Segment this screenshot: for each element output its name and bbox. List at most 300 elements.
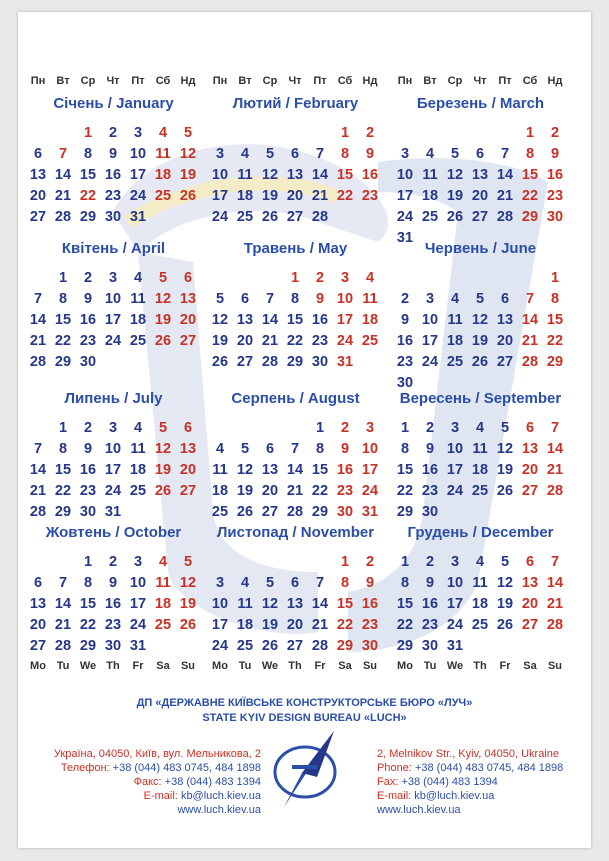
en-weekday-6: Sa — [523, 660, 537, 672]
day-cell: 12 — [446, 167, 464, 183]
day-cell: 7 — [315, 575, 325, 591]
day-cell: 21 — [54, 188, 72, 204]
en-weekday-2: Tu — [423, 660, 437, 672]
day-cell: 7 — [290, 441, 300, 457]
day-cell: 3 — [425, 291, 435, 307]
day-cell: 25 — [129, 333, 147, 349]
day-cell: 4 — [215, 441, 225, 457]
day-cell: 27 — [496, 354, 514, 370]
day-cell: 21 — [311, 617, 329, 633]
day-cell: 4 — [475, 554, 485, 570]
email-link-ua[interactable]: kb@luch.kiev.ua — [180, 790, 261, 802]
email-label-en: E-mail: — [377, 790, 412, 802]
day-cell: 31 — [104, 504, 122, 520]
day-cell: 24 — [336, 333, 354, 349]
day-cell: 1 — [315, 420, 325, 436]
day-cell: 21 — [546, 596, 564, 612]
en-weekday-5: Fr — [132, 660, 144, 672]
day-cell: 19 — [261, 188, 279, 204]
day-cell: 28 — [29, 504, 47, 520]
day-cell: 28 — [311, 209, 329, 225]
day-cell: 22 — [79, 188, 97, 204]
day-cell: 4 — [133, 420, 143, 436]
day-cell: 4 — [240, 575, 250, 591]
day-cell: 28 — [286, 504, 304, 520]
day-cell: 26 — [154, 483, 172, 499]
day-cell: 19 — [236, 483, 254, 499]
day-cell: 3 — [340, 270, 350, 286]
month-title: Лютий / February — [232, 95, 359, 112]
day-cell: 25 — [446, 354, 464, 370]
day-cell: 22 — [546, 333, 564, 349]
day-cell: 20 — [29, 617, 47, 633]
day-cell: 29 — [396, 504, 414, 520]
day-cell: 10 — [129, 575, 147, 591]
day-cell: 17 — [211, 617, 229, 633]
day-cell: 14 — [29, 312, 47, 328]
day-cell: 20 — [521, 462, 539, 478]
day-cell: 11 — [472, 575, 488, 591]
day-cell: 18 — [129, 462, 147, 478]
day-cell: 9 — [400, 312, 410, 328]
day-cell: 18 — [421, 188, 439, 204]
day-cell: 24 — [361, 483, 379, 499]
day-cell: 31 — [446, 638, 464, 654]
ua-weekday-5: Пт — [131, 75, 145, 87]
day-cell: 4 — [240, 146, 250, 162]
day-cell: 5 — [475, 291, 485, 307]
day-cell: 29 — [336, 638, 354, 654]
day-cell: 20 — [286, 188, 304, 204]
day-cell: 15 — [521, 167, 539, 183]
day-cell: 12 — [496, 441, 514, 457]
day-cell: 8 — [83, 575, 93, 591]
day-cell: 1 — [550, 270, 560, 286]
day-cell: 3 — [215, 146, 225, 162]
day-cell: 2 — [400, 291, 410, 307]
ua-weekday-7: Нд — [180, 75, 196, 87]
day-cell: 23 — [361, 188, 379, 204]
day-cell: 14 — [54, 167, 72, 183]
phone-label-en: Phone: — [377, 762, 412, 774]
day-cell: 22 — [311, 483, 329, 499]
day-cell: 18 — [446, 333, 464, 349]
day-cell: 31 — [129, 638, 147, 654]
day-cell: 9 — [425, 575, 435, 591]
day-cell: 5 — [265, 575, 275, 591]
luch-logo-icon — [272, 727, 342, 812]
day-cell: 8 — [400, 441, 410, 457]
day-cell: 11 — [422, 167, 438, 183]
day-cell: 26 — [261, 638, 279, 654]
day-cell: 10 — [361, 441, 379, 457]
day-cell: 7 — [33, 291, 43, 307]
day-cell: 2 — [425, 554, 435, 570]
org-name-ua: ДП «ДЕРЖАВНЕ КИЇВСЬКЕ КОНСТРУКТОРСЬКЕ БЮРО «ЛУЧ» — [136, 697, 473, 709]
day-cell: 13 — [521, 441, 539, 457]
day-cell: 14 — [261, 312, 279, 328]
day-cell: 16 — [336, 462, 354, 478]
fax-label-en: Fax: — [377, 776, 399, 788]
day-cell: 17 — [104, 312, 122, 328]
en-weekday-1: Mo — [397, 660, 413, 672]
day-cell: 25 — [421, 209, 439, 225]
day-cell: 10 — [446, 441, 464, 457]
day-cell: 1 — [340, 125, 350, 141]
day-cell: 24 — [211, 638, 229, 654]
en-weekday-7: Su — [180, 660, 196, 672]
day-cell: 11 — [362, 291, 378, 307]
day-cell: 7 — [265, 291, 275, 307]
month-title: Грудень / December — [407, 524, 554, 541]
day-cell: 28 — [546, 483, 564, 499]
day-cell: 17 — [129, 596, 147, 612]
org-name-en: STATE KYIV DESIGN BUREAU «LUCH» — [202, 712, 407, 724]
en-weekday-7: Su — [362, 660, 378, 672]
day-cell: 29 — [546, 354, 564, 370]
day-cell: 19 — [261, 617, 279, 633]
day-cell: 25 — [361, 333, 379, 349]
day-cell: 9 — [83, 291, 93, 307]
day-cell: 23 — [79, 333, 97, 349]
day-cell: 2 — [83, 420, 93, 436]
day-cell: 15 — [396, 596, 414, 612]
day-cell: 23 — [546, 188, 564, 204]
day-cell: 19 — [179, 596, 197, 612]
day-cell: 19 — [496, 596, 514, 612]
day-cell: 27 — [29, 209, 47, 225]
day-cell: 2 — [108, 554, 118, 570]
ua-weekday-2: Вт — [423, 75, 437, 87]
day-cell: 7 — [525, 291, 535, 307]
day-cell: 22 — [286, 333, 304, 349]
day-cell: 25 — [236, 638, 254, 654]
day-cell: 25 — [154, 188, 172, 204]
ua-weekday-6: Сб — [337, 75, 353, 87]
ua-weekday-3: Ср — [447, 75, 463, 87]
day-cell: 15 — [286, 312, 304, 328]
day-cell: 1 — [290, 270, 300, 286]
day-cell: 17 — [421, 333, 439, 349]
day-cell: 29 — [311, 504, 329, 520]
day-cell: 5 — [500, 420, 510, 436]
day-cell: 8 — [550, 291, 560, 307]
day-cell: 1 — [340, 554, 350, 570]
day-cell: 26 — [446, 209, 464, 225]
month-title: Січень / January — [53, 95, 174, 112]
day-cell: 31 — [129, 209, 147, 225]
day-cell: 9 — [108, 575, 118, 591]
day-cell: 21 — [54, 617, 72, 633]
day-cell: 13 — [261, 462, 279, 478]
day-cell: 1 — [83, 554, 93, 570]
ua-weekday-6: Сб — [522, 75, 538, 87]
day-cell: 17 — [361, 462, 379, 478]
day-cell: 5 — [215, 291, 225, 307]
day-cell: 3 — [108, 420, 118, 436]
day-cell: 1 — [400, 420, 410, 436]
day-cell: 18 — [236, 617, 254, 633]
ua-weekday-7: Нд — [362, 75, 378, 87]
day-cell: 27 — [179, 333, 197, 349]
day-cell: 10 — [104, 291, 122, 307]
day-cell: 24 — [104, 333, 122, 349]
day-cell: 24 — [129, 188, 147, 204]
day-cell: 6 — [33, 575, 43, 591]
day-cell: 12 — [261, 167, 279, 183]
day-cell: 3 — [450, 420, 460, 436]
day-cell: 9 — [365, 146, 375, 162]
address-en: 2, Melnikov Str., Kyiv, 04050, Ukraine — [377, 748, 559, 760]
day-cell: 29 — [521, 209, 539, 225]
calendar-card — [18, 12, 591, 848]
day-cell: 2 — [365, 554, 375, 570]
day-cell: 11 — [130, 441, 146, 457]
day-cell: 22 — [54, 333, 72, 349]
ua-weekday-1: Пн — [212, 75, 228, 87]
day-cell: 23 — [361, 617, 379, 633]
day-cell: 4 — [475, 420, 485, 436]
day-cell: 24 — [446, 483, 464, 499]
en-weekday-2: Tu — [56, 660, 70, 672]
day-cell: 9 — [340, 441, 350, 457]
en-weekday-7: Su — [547, 660, 563, 672]
day-cell: 28 — [311, 638, 329, 654]
fax-en: +38 (044) 483 1394 — [401, 776, 498, 788]
day-cell: 30 — [361, 638, 379, 654]
contact-block-ua — [54, 747, 261, 817]
day-cell: 16 — [546, 167, 564, 183]
day-cell: 11 — [130, 291, 146, 307]
day-cell: 23 — [336, 483, 354, 499]
day-cell: 10 — [211, 596, 229, 612]
ua-weekday-1: Пн — [397, 75, 413, 87]
day-cell: 16 — [104, 596, 122, 612]
day-cell: 27 — [286, 209, 304, 225]
day-cell: 26 — [179, 617, 197, 633]
phone-label-ua: Телефон: — [60, 762, 110, 774]
day-cell: 29 — [54, 504, 72, 520]
en-weekday-4: Th — [106, 660, 120, 672]
day-cell: 2 — [365, 125, 375, 141]
day-cell: 26 — [496, 617, 514, 633]
day-cell: 13 — [29, 596, 47, 612]
en-weekday-5: Fr — [499, 660, 511, 672]
day-cell: 21 — [261, 333, 279, 349]
ua-weekday-4: Чт — [106, 75, 120, 87]
day-cell: 11 — [237, 596, 253, 612]
day-cell: 5 — [450, 146, 460, 162]
day-cell: 26 — [236, 504, 254, 520]
month-title: Березень / March — [416, 95, 545, 112]
day-cell: 19 — [446, 188, 464, 204]
day-cell: 3 — [108, 270, 118, 286]
en-weekday-6: Sa — [156, 660, 170, 672]
day-cell: 26 — [211, 354, 229, 370]
fax-ua: +38 (044) 483 1394 — [164, 776, 261, 788]
email-link-en[interactable]: kb@luch.kiev.ua — [414, 790, 495, 802]
ua-weekday-5: Пт — [498, 75, 512, 87]
day-cell: 12 — [261, 596, 279, 612]
day-cell: 5 — [500, 554, 510, 570]
day-cell: 10 — [129, 146, 147, 162]
day-cell: 11 — [237, 167, 253, 183]
day-cell: 9 — [365, 575, 375, 591]
day-cell: 14 — [286, 462, 304, 478]
day-cell: 31 — [336, 354, 354, 370]
day-cell: 23 — [79, 483, 97, 499]
day-cell: 3 — [400, 146, 410, 162]
day-cell: 21 — [521, 333, 539, 349]
month-title: Вересень / September — [399, 390, 562, 407]
day-cell: 29 — [396, 638, 414, 654]
day-cell: 13 — [496, 312, 514, 328]
address-ua: Україна, 04050, Київ, вул. Мельникова, 2 — [53, 748, 261, 760]
day-cell: 18 — [471, 462, 489, 478]
month-title: Липень / July — [64, 390, 163, 407]
day-cell: 8 — [58, 441, 68, 457]
en-weekday-5: Fr — [314, 660, 326, 672]
day-cell: 27 — [521, 617, 539, 633]
day-cell: 5 — [240, 441, 250, 457]
weekday-header-row-bottom — [18, 660, 591, 676]
web-link-en[interactable]: www.luch.kiev.ua — [377, 804, 461, 816]
day-cell: 23 — [104, 617, 122, 633]
day-cell: 20 — [261, 483, 279, 499]
month-title: Серпень / August — [231, 390, 360, 407]
day-cell: 6 — [475, 146, 485, 162]
day-cell: 24 — [396, 209, 414, 225]
day-cell: 3 — [133, 554, 143, 570]
day-cell: 8 — [315, 441, 325, 457]
ua-weekday-2: Вт — [56, 75, 70, 87]
day-cell: 15 — [396, 462, 414, 478]
day-cell: 27 — [521, 483, 539, 499]
day-cell: 19 — [154, 312, 172, 328]
en-weekday-3: We — [79, 660, 97, 672]
day-cell: 16 — [421, 596, 439, 612]
day-cell: 25 — [471, 617, 489, 633]
day-cell: 10 — [446, 575, 464, 591]
day-cell: 13 — [179, 291, 197, 307]
day-cell: 30 — [421, 638, 439, 654]
day-cell: 9 — [108, 146, 118, 162]
month-title: Травень / May — [243, 240, 348, 257]
day-cell: 4 — [450, 291, 460, 307]
day-cell: 10 — [421, 312, 439, 328]
day-cell: 18 — [211, 483, 229, 499]
day-cell: 7 — [58, 575, 68, 591]
day-cell: 6 — [290, 575, 300, 591]
day-cell: 27 — [29, 638, 47, 654]
day-cell: 2 — [315, 270, 325, 286]
en-weekday-4: Th — [473, 660, 487, 672]
day-cell: 15 — [336, 596, 354, 612]
day-cell: 20 — [521, 596, 539, 612]
en-weekday-3: We — [261, 660, 279, 672]
day-cell: 3 — [215, 575, 225, 591]
day-cell: 2 — [425, 420, 435, 436]
day-cell: 24 — [421, 354, 439, 370]
day-cell: 16 — [79, 462, 97, 478]
day-cell: 29 — [54, 354, 72, 370]
day-cell: 21 — [496, 188, 514, 204]
ua-weekday-5: Пт — [313, 75, 327, 87]
day-cell: 4 — [425, 146, 435, 162]
day-cell: 12 — [179, 575, 197, 591]
day-cell: 6 — [33, 146, 43, 162]
web-link-ua[interactable]: www.luch.kiev.ua — [177, 804, 261, 816]
weekday-header-row-top — [18, 75, 591, 91]
day-cell: 28 — [496, 209, 514, 225]
day-cell: 23 — [396, 354, 414, 370]
day-cell: 20 — [179, 312, 197, 328]
day-cell: 15 — [54, 312, 72, 328]
day-cell: 17 — [396, 188, 414, 204]
day-cell: 19 — [154, 462, 172, 478]
ua-weekday-2: Вт — [238, 75, 252, 87]
day-cell: 16 — [311, 312, 329, 328]
day-cell: 30 — [546, 209, 564, 225]
day-cell: 19 — [496, 462, 514, 478]
day-cell: 25 — [129, 483, 147, 499]
ua-weekday-4: Чт — [288, 75, 302, 87]
day-cell: 13 — [179, 441, 197, 457]
day-cell: 18 — [471, 596, 489, 612]
day-cell: 17 — [104, 462, 122, 478]
day-cell: 29 — [79, 638, 97, 654]
en-weekday-3: We — [446, 660, 464, 672]
day-cell: 10 — [336, 291, 354, 307]
day-cell: 30 — [336, 504, 354, 520]
month-title: Червень / June — [424, 240, 537, 257]
day-cell: 4 — [158, 554, 168, 570]
day-cell: 22 — [396, 617, 414, 633]
day-cell: 15 — [546, 312, 564, 328]
day-cell: 31 — [361, 504, 379, 520]
day-cell: 22 — [54, 483, 72, 499]
day-cell: 4 — [133, 270, 143, 286]
day-cell: 20 — [471, 188, 489, 204]
day-cell: 10 — [211, 167, 229, 183]
day-cell: 30 — [104, 638, 122, 654]
day-cell: 15 — [311, 462, 329, 478]
day-cell: 8 — [340, 575, 350, 591]
ua-weekday-3: Ср — [80, 75, 96, 87]
day-cell: 17 — [336, 312, 354, 328]
day-cell: 7 — [58, 146, 68, 162]
day-cell: 14 — [29, 462, 47, 478]
day-cell: 26 — [471, 354, 489, 370]
day-cell: 2 — [83, 270, 93, 286]
day-cell: 18 — [154, 596, 172, 612]
day-cell: 20 — [496, 333, 514, 349]
ua-weekday-6: Сб — [155, 75, 171, 87]
day-cell: 28 — [546, 617, 564, 633]
day-cell: 5 — [183, 125, 193, 141]
day-cell: 26 — [261, 209, 279, 225]
month-title: Жовтень / October — [45, 524, 182, 541]
day-cell: 28 — [54, 209, 72, 225]
day-cell: 6 — [525, 554, 535, 570]
day-cell: 8 — [83, 146, 93, 162]
day-cell: 2 — [340, 420, 350, 436]
day-cell: 19 — [179, 167, 197, 183]
day-cell: 24 — [129, 617, 147, 633]
day-cell: 6 — [240, 291, 250, 307]
day-cell: 1 — [400, 554, 410, 570]
day-cell: 30 — [79, 504, 97, 520]
